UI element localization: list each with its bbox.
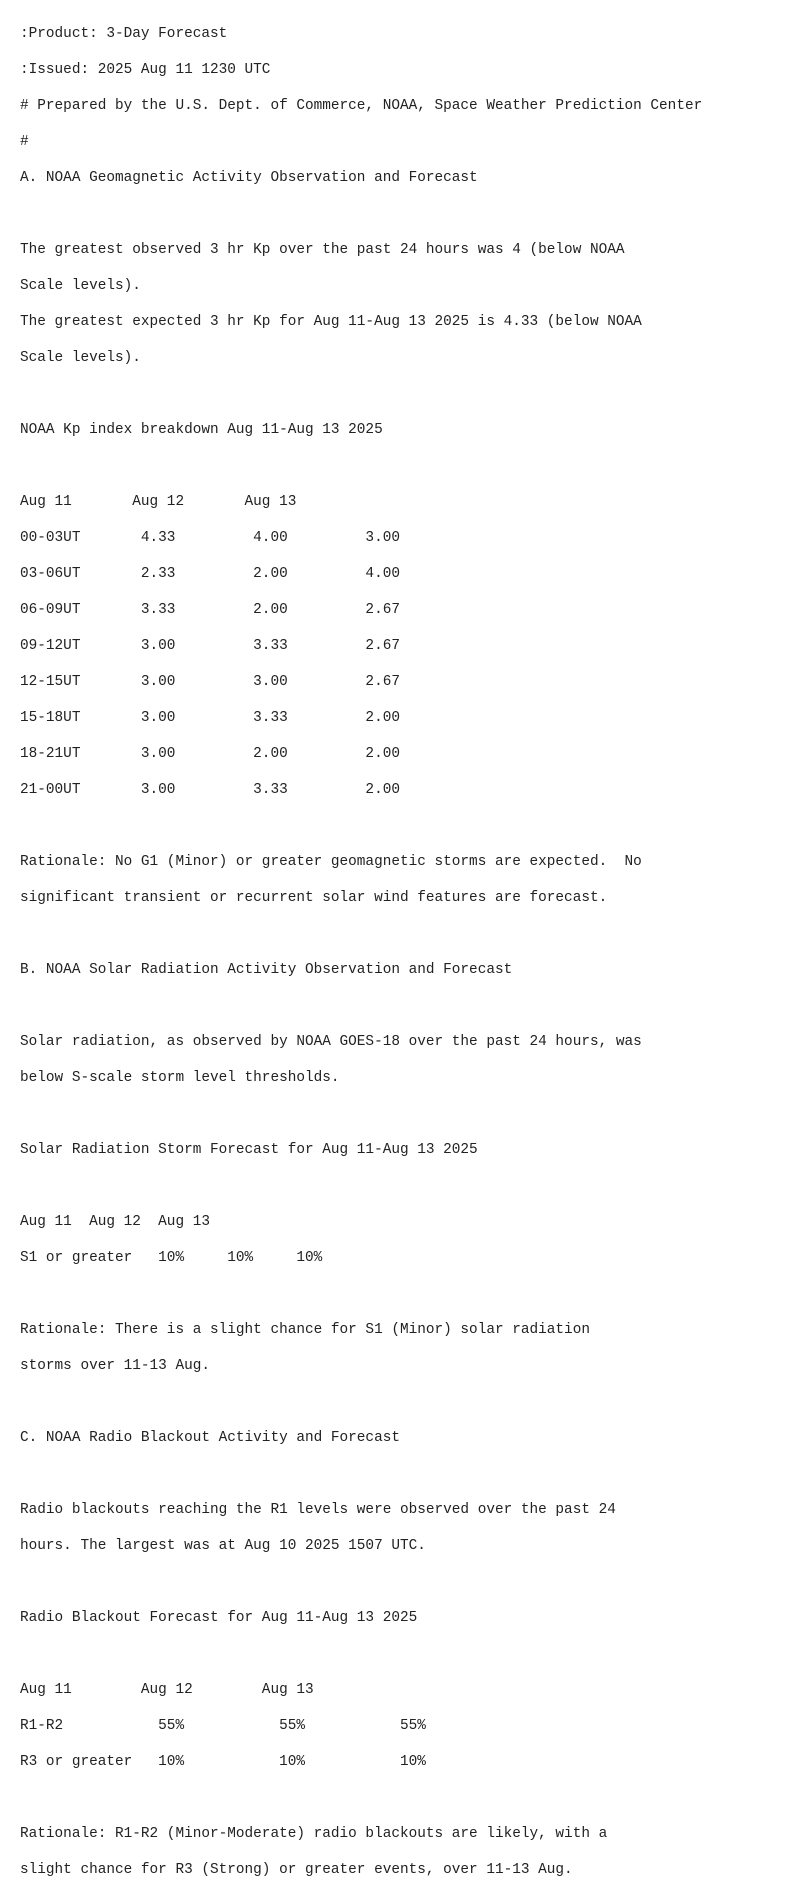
radio-forecast-title: Radio Blackout Forecast for Aug 11-Aug 13 2025	[20, 1610, 418, 1626]
section-c-rationale-2: slight chance for R3 (Strong) or greater events, over 11-13 Aug.	[20, 1862, 573, 1878]
kp-observed-line-2: Scale levels).	[20, 278, 141, 294]
blank-line	[20, 997, 800, 1015]
prepared-line: # Prepared by the U.S. Dept. of Commerce, NOAA, Space Weather Prediction Center	[20, 98, 703, 114]
section-a-rationale-2: significant transient or recurrent solar wind features are forecast.	[20, 890, 608, 906]
blank-line	[20, 925, 800, 943]
blank-line	[20, 1789, 800, 1807]
radio-observed-line-1: Radio blackouts reaching the R1 levels were observed over the past 24	[20, 1502, 616, 1518]
hash-line: #	[20, 134, 29, 150]
kp-expected-line-1: The greatest expected 3 hr Kp for Aug 11-Aug 13 2025 is 4.33 (below NOAA	[20, 314, 642, 330]
section-b-title: B. NOAA Solar Radiation Activity Observation and Forecast	[20, 962, 513, 978]
kp-breakdown-title: NOAA Kp index breakdown Aug 11-Aug 13 2025	[20, 422, 383, 438]
solar-forecast-title: Solar Radiation Storm Forecast for Aug 11-Aug 13 2025	[20, 1142, 478, 1158]
blank-line	[20, 817, 800, 835]
kp-table-row: 18-21UT 3.00 2.00 2.00	[20, 746, 400, 762]
kp-table-row: 03-06UT 2.33 2.00 4.00	[20, 566, 400, 582]
radio-table-row: R3 or greater 10% 10% 10%	[20, 1754, 426, 1770]
blank-line	[20, 205, 800, 223]
section-b-rationale-2: storms over 11-13 Aug.	[20, 1358, 210, 1374]
kp-table-row: 09-12UT 3.00 3.33 2.67	[20, 638, 400, 654]
solar-table-row: S1 or greater 10% 10% 10%	[20, 1250, 323, 1266]
blank-line	[20, 1177, 800, 1195]
radio-table-header: Aug 11 Aug 12 Aug 13	[20, 1682, 314, 1698]
blank-line	[20, 457, 800, 475]
kp-table-row: 21-00UT 3.00 3.33 2.00	[20, 782, 400, 798]
blank-line	[20, 1105, 800, 1123]
blank-line	[20, 1573, 800, 1591]
radio-observed-line-2: hours. The largest was at Aug 10 2025 1507 UTC.	[20, 1538, 426, 1554]
radio-table-row: R1-R2 55% 55% 55%	[20, 1718, 426, 1734]
kp-observed-line-1: The greatest observed 3 hr Kp over the past 24 hours was 4 (below NOAA	[20, 242, 625, 258]
product-line: :Product: 3-Day Forecast	[20, 26, 228, 42]
blank-line	[20, 1465, 800, 1483]
kp-table-row: 00-03UT 4.33 4.00 3.00	[20, 530, 400, 546]
blank-line	[20, 385, 800, 403]
kp-table-row: 15-18UT 3.00 3.33 2.00	[20, 710, 400, 726]
blank-line	[20, 1393, 800, 1411]
kp-table-header: Aug 11 Aug 12 Aug 13	[20, 494, 297, 510]
section-c-rationale-1: Rationale: R1-R2 (Minor-Moderate) radio blackouts are likely, with a	[20, 1826, 608, 1842]
solar-observed-line-2: below S-scale storm level thresholds.	[20, 1070, 340, 1086]
kp-table-row: 12-15UT 3.00 3.00 2.67	[20, 674, 400, 690]
section-a-rationale-1: Rationale: No G1 (Minor) or greater geomagnetic storms are expected. No	[20, 854, 642, 870]
section-a-title: A. NOAA Geomagnetic Activity Observation and Forecast	[20, 170, 478, 186]
solar-observed-line-1: Solar radiation, as observed by NOAA GOES-18 over the past 24 hours, was	[20, 1034, 642, 1050]
section-b-rationale-1: Rationale: There is a slight chance for S1 (Minor) solar radiation	[20, 1322, 590, 1338]
kp-table-row: 06-09UT 3.33 2.00 2.67	[20, 602, 400, 618]
section-c-title: C. NOAA Radio Blackout Activity and Forecast	[20, 1430, 400, 1446]
blank-line	[20, 1645, 800, 1663]
blank-line	[20, 1285, 800, 1303]
issued-line: :Issued: 2025 Aug 11 1230 UTC	[20, 62, 271, 78]
solar-table-header: Aug 11 Aug 12 Aug 13	[20, 1214, 210, 1230]
kp-expected-line-2: Scale levels).	[20, 350, 141, 366]
